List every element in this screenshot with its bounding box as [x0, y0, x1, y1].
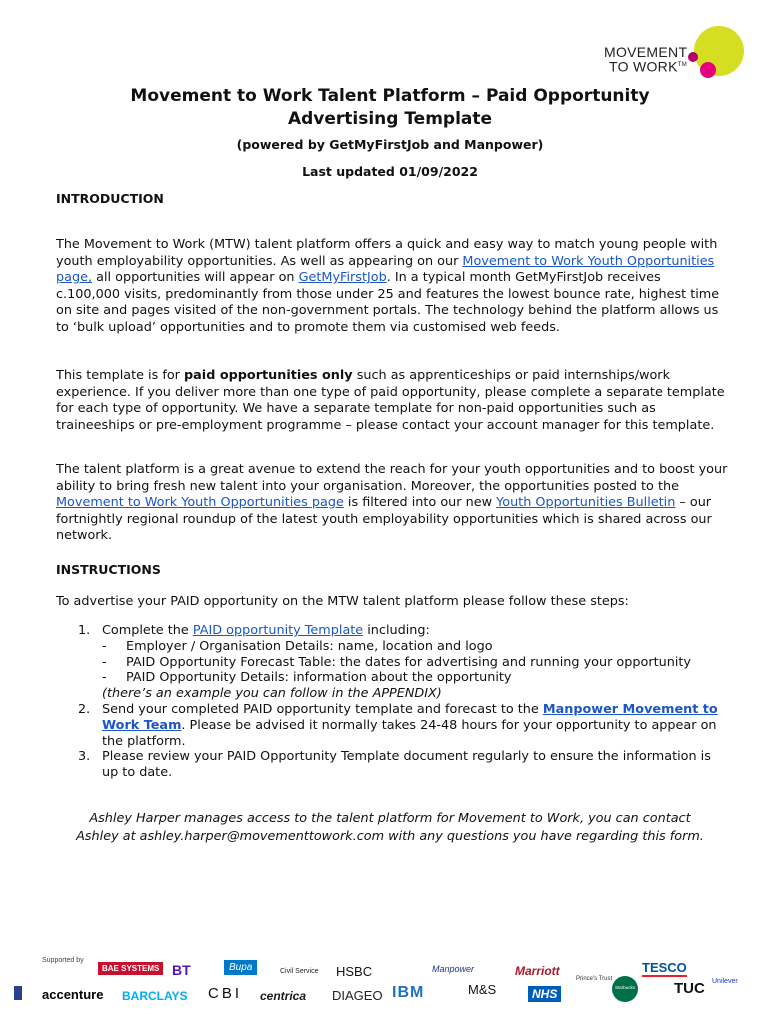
logo-ibm: IBM [392, 984, 425, 1001]
step-2-number: 2. [78, 701, 91, 717]
step-2: 2. Send your completed PAID opportunity template and forecast to the Manpower Movement to Work Team. Please be advised it normally takes 24-48 hours for your opportunity to appear on the platform. [78, 701, 718, 749]
logo-cbi: CBI [208, 985, 243, 1002]
paid-opportunity-template-link[interactable]: PAID opportunity Template [192, 623, 364, 638]
instructions-intro: To advertise your PAID opportunity on the MTW talent platform please follow these steps: [56, 594, 629, 609]
logo-centrica: centrica [260, 989, 307, 1003]
logo-bupa: Bupa [224, 960, 257, 975]
intro-paragraph-2: This template is for paid opportunities only such as apprenticeships or paid internships/work experience. If you deliver more than one type of paid opportunity, please complete a separate template for each type of opportunity. We have a separate template for non-paid opportunities such as traineeships or pre-employment programme – please contact your account manager for this template. [56, 368, 725, 433]
mtw-mark-icon [14, 986, 22, 1000]
document-subtitle: (powered by GetMyFirstJob and Manpower) [236, 137, 544, 152]
intro-paragraph-3: The talent platform is a great avenue to extend the reach for your youth opportunities and to boost your ability to bring fresh new talent into your organisation. Moreover, the opportunities posted to the Movement to Work Youth Opportunities page is filtered into our new Youth Opportunities Bulletin – our fortnightly regional roundup of the latest youth employability opportunities which is shared across our network. [56, 462, 728, 544]
document-title [60, 85, 720, 131]
movement-to-work-logo [602, 24, 748, 84]
logo-dot-pink [700, 62, 716, 78]
logo-hsbc: HSBC [336, 964, 373, 979]
logo-bt: BT [172, 962, 191, 978]
paid-only-emphasis: paid opportunities only [184, 368, 353, 383]
logo-nhs: NHS [528, 986, 561, 1002]
introduction-heading: INTRODUCTION [56, 191, 164, 206]
logo-text-line1: MOVEMENT [604, 44, 688, 60]
step-1-number: 1. [78, 623, 91, 638]
step-1-item: - PAID Opportunity Forecast Table: the dates for advertising and running your opportunity [102, 654, 691, 670]
title-line-2: Advertising Template [287, 109, 493, 129]
logo-civil-service: Civil Service [280, 968, 319, 975]
manpower-team-link[interactable]: Manpower Movement to Work Team [102, 701, 718, 733]
logo-unilever: Unilever [712, 978, 738, 985]
logo-text-line2: TO WORK™ [609, 58, 687, 75]
step-3: 3. Please review your PAID Opportunity Template document regularly to ensure the information is up to date. [78, 749, 711, 781]
mtw-youth-opportunities-page-link[interactable]: Movement to Work Youth Opportunities page [56, 495, 344, 511]
logo-manpower: Manpower [432, 964, 475, 974]
getmyfirstjob-link[interactable]: GetMyFirstJob [298, 270, 387, 286]
logo-marriott: Marriott [515, 964, 560, 978]
instruction-steps [56, 623, 728, 781]
mtw-youth-opportunities-link[interactable]: Movement to Work Youth Opportunities page, [56, 253, 715, 286]
youth-opportunities-bulletin-link[interactable]: Youth Opportunities Bulletin [496, 495, 676, 511]
logo-barclays: BARCLAYS [122, 989, 188, 1003]
logo-bae-systems: BAE SYSTEMS [98, 962, 163, 975]
sponsor-logos [0, 948, 770, 1024]
logo-tesco: TESCO [642, 960, 687, 975]
logo-starbucks [612, 976, 638, 1002]
logo-starbucks-text: Starbucks [614, 985, 635, 990]
logo-marks-and-spencer: M&S [468, 982, 497, 997]
instructions-heading: INSTRUCTIONS [56, 562, 161, 577]
title-line-1: Movement to Work Talent Platform – Paid Opportunity [130, 86, 650, 106]
logo-princes-trust: Prince's Trust [576, 976, 613, 982]
supported-by-label: Supported by [42, 957, 84, 964]
last-updated: Last updated 01/09/2022 [302, 164, 478, 179]
logo-tuc: TUC [674, 980, 705, 997]
step-3-number: 3. [78, 749, 91, 765]
step-1-item: - Employer / Organisation Details: name, location and logo [102, 638, 493, 654]
logo-diageo: DIAGEO [332, 988, 383, 1003]
step-1: 1. Complete the PAID opportunity Template including: - Employer / Organisation Details: name, location and logo - PAID Opportunity Forecast Table: the dates for advertising and running your opportunity - PAID Opportunity Details: information about the opportunity (there’s an example you can follow in the APPENDIX) [56, 623, 728, 702]
logo-dot-dark [688, 52, 698, 62]
step-1-item: - PAID Opportunity Details: information about the opportunity [102, 670, 512, 686]
intro-paragraph-1: The Movement to Work (MTW) talent platform offers a quick and easy way to match young people with youth employability opportunities. As well as appearing on our Movement to Work Youth Opportunities page, all opportunities will appear on GetMyFirstJob. In a typical month GetMyFirstJob receives c.100,000 visits, predominantly from those under 25 and features the lowest bounce rate, highest time on site and pages visited of the non-government portals. The technology behind the platform allows us to ‘bulk upload’ opportunities and to promote them via customised web feeds. [56, 237, 720, 335]
closing-note: Ashley Harper manages access to the talent platform for Movement to Work, you can contact Ashley at ashley.harper@movementtowork.com with any questions you have regarding this form. [76, 811, 704, 844]
appendix-note: (there’s an example you can follow in the APPENDIX) [102, 686, 442, 702]
logo-accenture: accenture [42, 987, 104, 1002]
